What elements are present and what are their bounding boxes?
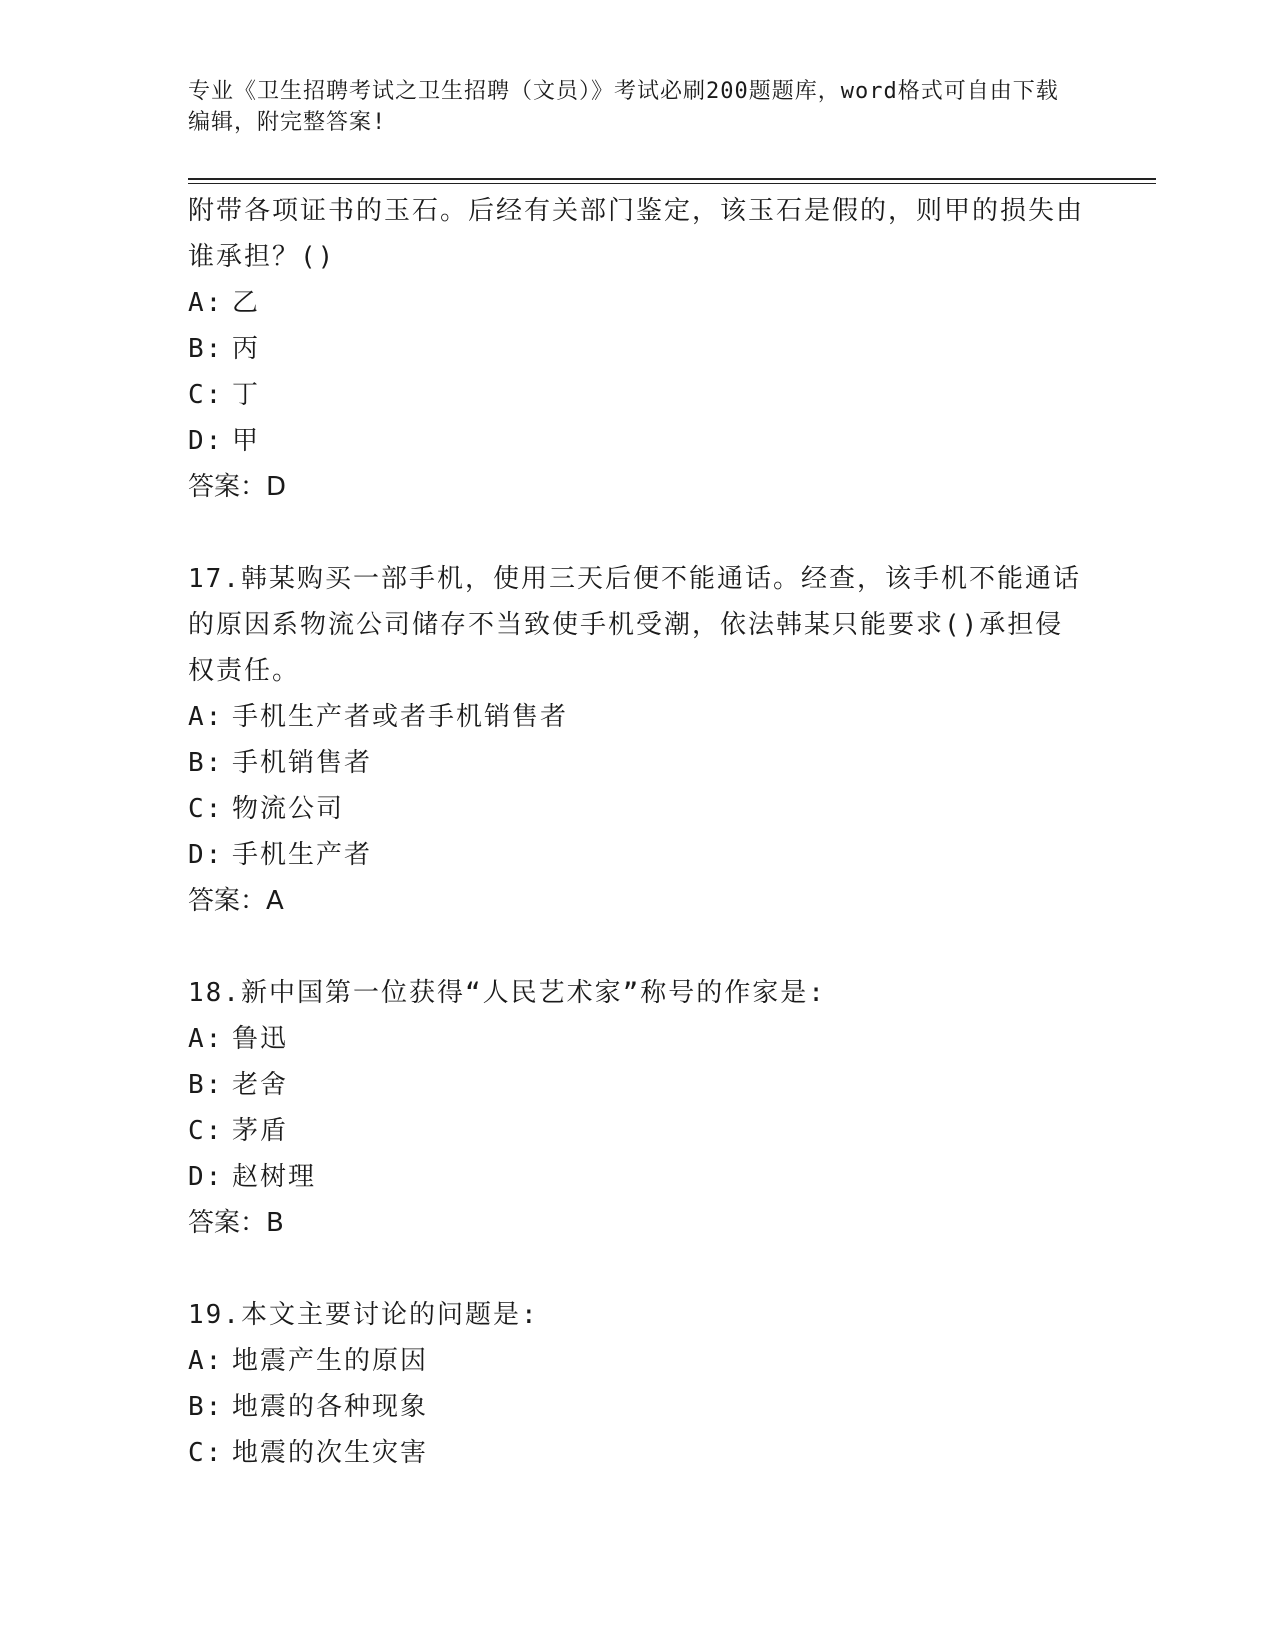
option-key: A: <box>188 702 224 732</box>
option-c <box>188 1108 1088 1154</box>
question-17 <box>188 556 1088 924</box>
option-key: C: <box>188 794 224 824</box>
page-header: 专业《卫生招聘考试之卫生招聘（文员）》考试必刷200题题库，word格式可自由下载编辑，附完整答案! <box>188 79 1059 135</box>
option-key: B: <box>188 748 224 778</box>
option-text: 地震的次生灾害 <box>232 1438 429 1468</box>
option-d <box>188 418 1088 464</box>
option-a <box>188 694 1088 740</box>
option-text: 地震的各种现象 <box>232 1392 429 1422</box>
option-a <box>188 1338 1088 1384</box>
question-text: 17.韩某购买一部手机，使用三天后便不能通话。经查，该手机不能通话的原因系物流公司储存不当致使手机受潮，依法韩某只能要求()承担侵权责任。 <box>188 564 1081 686</box>
question-text: 附带各项证书的玉石。后经有关部门鉴定，该玉石是假的，则甲的损失由谁承担？() <box>188 196 1085 272</box>
option-text: 地震产生的原因 <box>232 1346 429 1376</box>
option-text: 物流公司 <box>232 794 345 824</box>
option-key: B: <box>188 334 224 364</box>
option-b <box>188 326 1088 372</box>
question-text: 19.本文主要讨论的问题是: <box>188 1300 539 1330</box>
option-key: A: <box>188 1346 224 1376</box>
option-key: B: <box>188 1070 224 1100</box>
option-b <box>188 1062 1088 1108</box>
option-text: 乙 <box>232 288 261 318</box>
option-c <box>188 786 1088 832</box>
header-divider <box>188 178 1156 184</box>
answer-line: 答案：D <box>188 472 287 502</box>
option-key: A: <box>188 288 224 318</box>
option-text: 丁 <box>232 380 261 410</box>
option-key: B: <box>188 1392 224 1422</box>
option-key: C: <box>188 380 224 410</box>
question-16 <box>188 188 1088 510</box>
option-key: D: <box>188 426 224 456</box>
question-19 <box>188 1292 1088 1476</box>
option-key: C: <box>188 1116 224 1146</box>
option-text: 丙 <box>232 334 261 364</box>
answer-line: 答案：B <box>188 1208 284 1238</box>
option-text: 手机生产者或者手机销售者 <box>232 702 569 732</box>
option-a <box>188 1016 1088 1062</box>
option-text: 手机生产者 <box>232 840 373 870</box>
answer-line: 答案：A <box>188 886 284 916</box>
option-key: A: <box>188 1024 224 1054</box>
option-key: C: <box>188 1438 224 1468</box>
option-text: 甲 <box>232 426 261 456</box>
question-18 <box>188 970 1088 1246</box>
option-text: 手机销售者 <box>232 748 373 778</box>
option-text: 老舍 <box>232 1070 289 1100</box>
option-b <box>188 740 1088 786</box>
option-d <box>188 832 1088 878</box>
option-text: 茅盾 <box>232 1116 289 1146</box>
option-a <box>188 280 1088 326</box>
option-text: 赵树理 <box>232 1162 317 1192</box>
question-text: 18.新中国第一位获得“人民艺术家”称号的作家是: <box>188 978 826 1008</box>
option-b <box>188 1384 1088 1430</box>
option-c <box>188 1430 1088 1476</box>
question-list <box>188 188 1088 1476</box>
option-key: D: <box>188 840 224 870</box>
option-c <box>188 372 1088 418</box>
option-d <box>188 1154 1088 1200</box>
option-key: D: <box>188 1162 224 1192</box>
option-text: 鲁迅 <box>232 1024 289 1054</box>
